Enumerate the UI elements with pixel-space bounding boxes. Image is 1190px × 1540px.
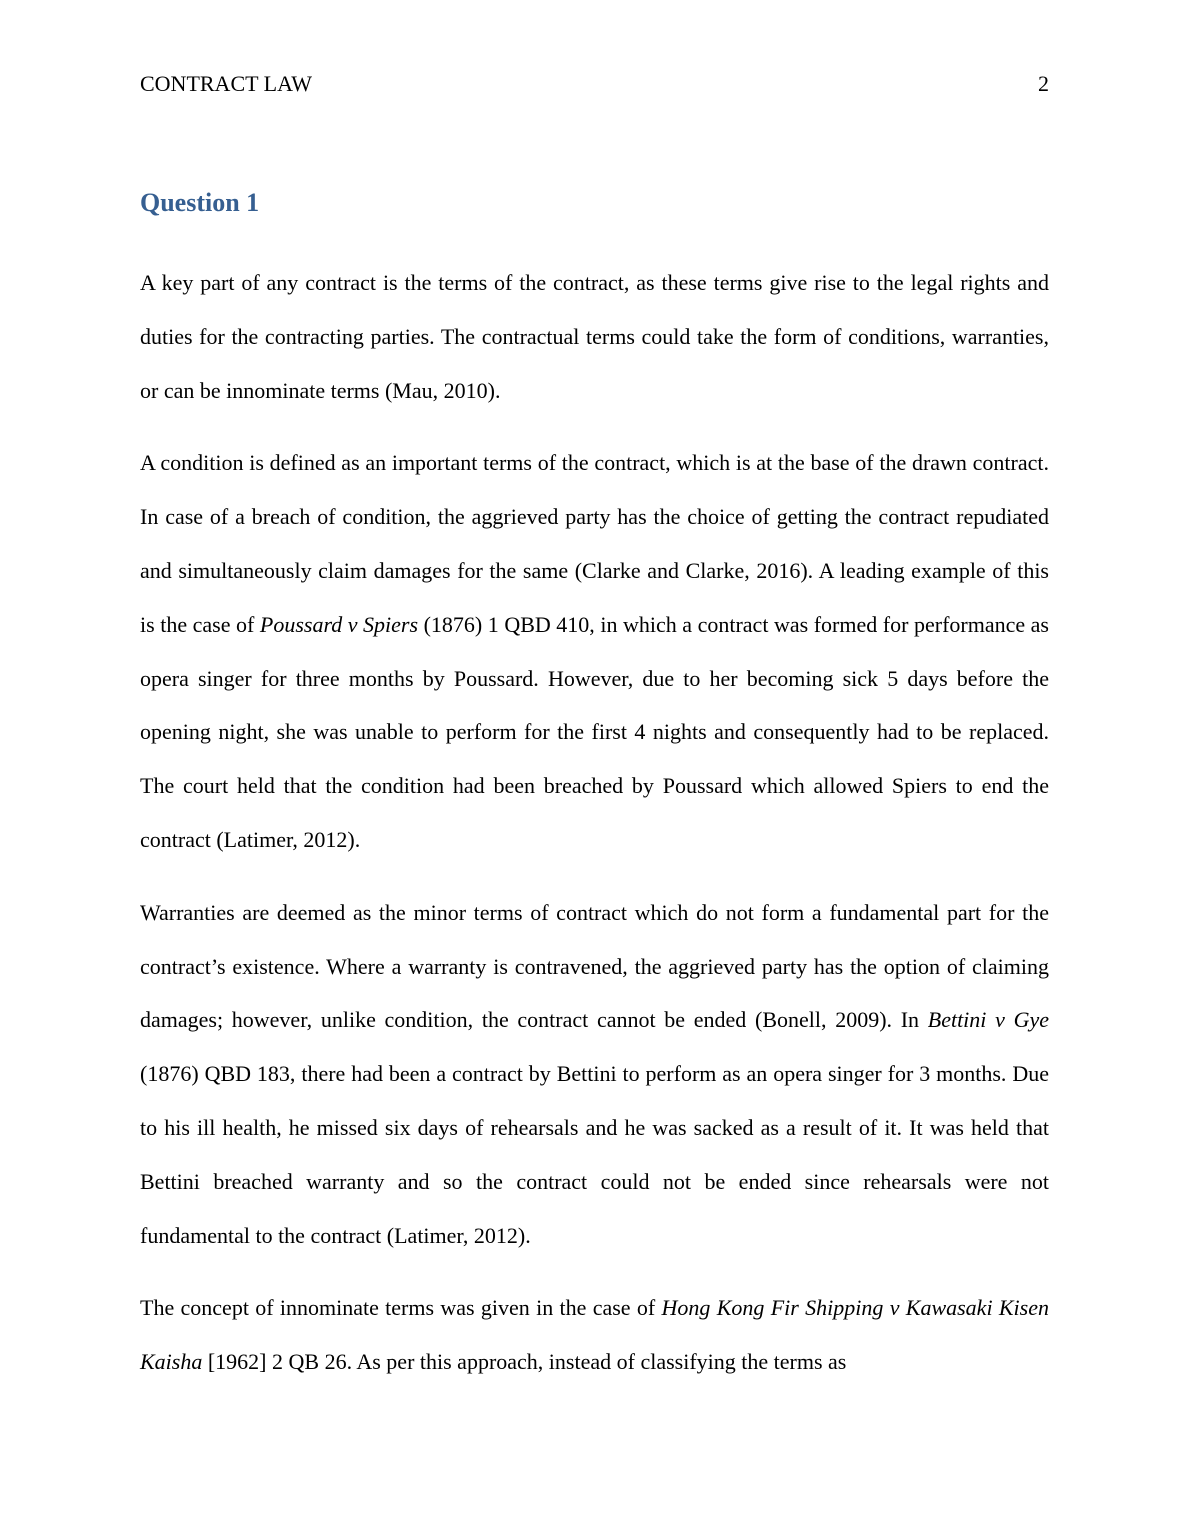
case-name-poussard-v-spiers: Poussard v Spiers	[259, 611, 419, 637]
paragraph-4	[140, 1281, 1049, 1389]
paragraph-3-text: Warranties are deemed as the minor terms of contract which do not form a fundamental part for the contract’s existence. Where a warranty is contravened, the aggrieved party has the option of claiming damages; however, unlike condition, the contract cannot be ended (Bonell, 2009). In	[140, 899, 1049, 1033]
paragraph-2-text-cont: (1876) 1 QBD 410, in which a contract was formed for performance as opera singer for three months by Poussard. However, due to her becoming sick 5 days before the opening night, she was unable to perform for the first 4 nights and consequently had to be replaced. The court held that the condition had been breached by Poussard which allowed Spiers to end the contract (Latimer, 2012).	[140, 611, 1049, 852]
paragraph-2-text: A condition is defined as an important terms of the contract, which is at the base of the drawn contract. In case of a breach of condition, the aggrieved party has the choice of getting the contract repudiated and simultaneously claim damages for the same (Clarke and Clarke, 2016). A leading example of this is the case of	[140, 450, 1049, 637]
paragraph-1-text: A key part of any contract is the terms of the contract, as these terms give rise to the legal rights and duties for the contracting parties. The contractual terms could take the form of conditions, warranties, or can be innominate terms (Mau, 2010).	[140, 270, 1049, 403]
paragraph-3-text-cont: (1876) QBD 183, there had been a contract by Bettini to perform as an opera singer for 3 months. Due to his ill health, he missed six days of rehearsals and he was sacked as a result of it. It was held that Bettini breached warranty and so the contract could not be ended since rehearsals were not fundamental to the contract (Latimer, 2012).	[140, 1061, 1049, 1248]
case-name-bettini-v-gye: Bettini v Gye	[927, 1007, 1049, 1033]
section-heading: Question 1	[140, 188, 260, 217]
paragraph-4-text: The concept of innominate terms was given in the case of	[140, 1295, 662, 1321]
page-number: 2	[1038, 71, 1049, 96]
case-name-hong-kong-fir-shipping: Hong Kong Fir Shipping v Kawasaki Kisen Kaisha	[140, 1295, 1049, 1375]
paragraph-3	[140, 886, 1049, 1263]
paragraph-1	[140, 256, 1049, 417]
paragraph-4-text-cont: [1962] 2 QB 26. As per this approach, instead of classifying the terms as	[202, 1349, 847, 1375]
paragraph-2	[140, 436, 1049, 866]
running-head-title: CONTRACT LAW	[140, 71, 312, 96]
body-text	[140, 256, 1049, 1408]
